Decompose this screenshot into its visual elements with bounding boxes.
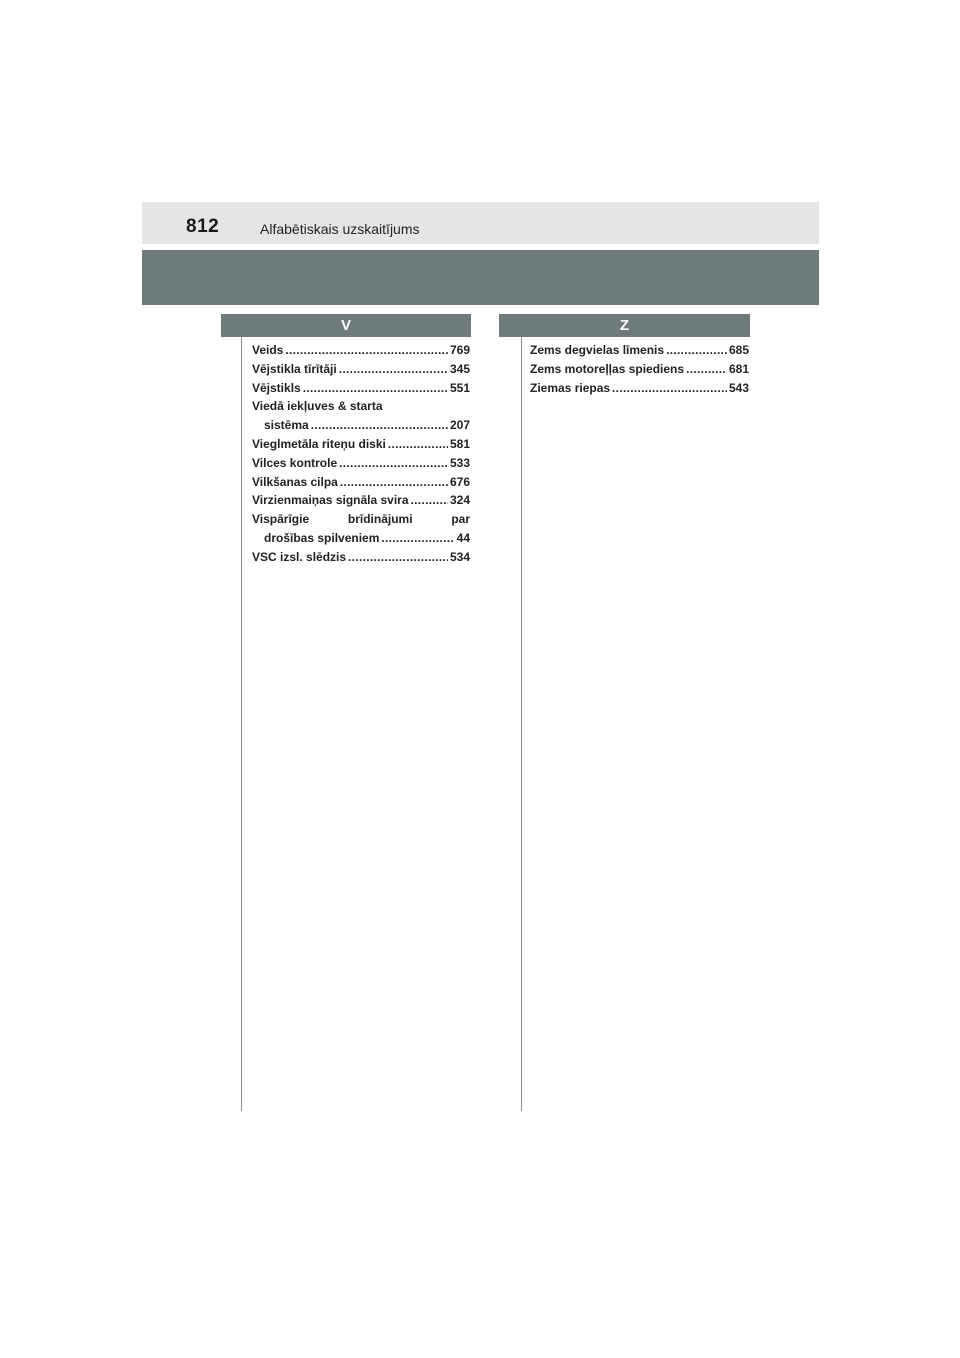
page-title: Alfabētiskais uzskaitījums bbox=[260, 221, 420, 237]
index-entry[interactable]: Vilkšanas cilpa ..... 676 bbox=[252, 473, 470, 492]
index-entry[interactable]: Zems motoreļļas spiediens ..... 681 bbox=[530, 360, 749, 379]
page-ref: 324 bbox=[449, 493, 470, 508]
header-bar bbox=[142, 202, 819, 244]
page-ref: 533 bbox=[449, 455, 470, 470]
index-entry-multiline[interactable]: Viedā iekļuves & starta sistēma ..... 207 bbox=[252, 397, 470, 435]
index-entry[interactable]: Virzienmaiņas signāla svira ..... 324 bbox=[252, 491, 470, 510]
index-entry[interactable]: Veids ..... 769 bbox=[252, 341, 470, 360]
index-entry[interactable]: Zems degvielas līmenis ..... 685 bbox=[530, 341, 749, 360]
page-number: 812 bbox=[186, 216, 220, 237]
index-list-v bbox=[252, 341, 470, 567]
index-entry[interactable]: Vieglmetāla riteņu diski ..... 581 bbox=[252, 435, 470, 454]
page-ref: 44 bbox=[456, 530, 470, 545]
page-ref: 769 bbox=[449, 343, 470, 357]
page-ref: 551 bbox=[449, 380, 470, 395]
page-ref: 681 bbox=[728, 361, 749, 376]
column-rule-left bbox=[241, 337, 242, 1111]
index-entry-multiline[interactable]: Vispārīgie brīdinājumi par drošības spilveniem ..... 44 bbox=[252, 510, 470, 548]
page-ref: 534 bbox=[449, 549, 470, 564]
column-rule-right bbox=[521, 337, 522, 1111]
section-letter-z: Z bbox=[499, 314, 750, 337]
index-entry[interactable]: Ziemas riepas ..... 543 bbox=[530, 379, 749, 398]
index-entry[interactable]: VSC izsl. slēdzis ..... 534 bbox=[252, 548, 470, 567]
page-ref: 543 bbox=[728, 380, 749, 395]
page-ref: 345 bbox=[449, 361, 470, 376]
section-letter-v: V bbox=[221, 314, 471, 337]
index-entry[interactable]: Vilces kontrole ..... 533 bbox=[252, 454, 470, 473]
page-ref: 207 bbox=[449, 418, 470, 433]
page-ref: 581 bbox=[449, 436, 470, 451]
index-entry[interactable]: Vējstikls ..... 551 bbox=[252, 379, 470, 398]
index-entry[interactable]: Vējstikla tīrītāji ..... 345 bbox=[252, 360, 470, 379]
header-band bbox=[142, 250, 819, 305]
page-ref: 676 bbox=[449, 474, 470, 489]
index-list-z bbox=[530, 341, 749, 397]
page-ref: 685 bbox=[728, 343, 749, 357]
